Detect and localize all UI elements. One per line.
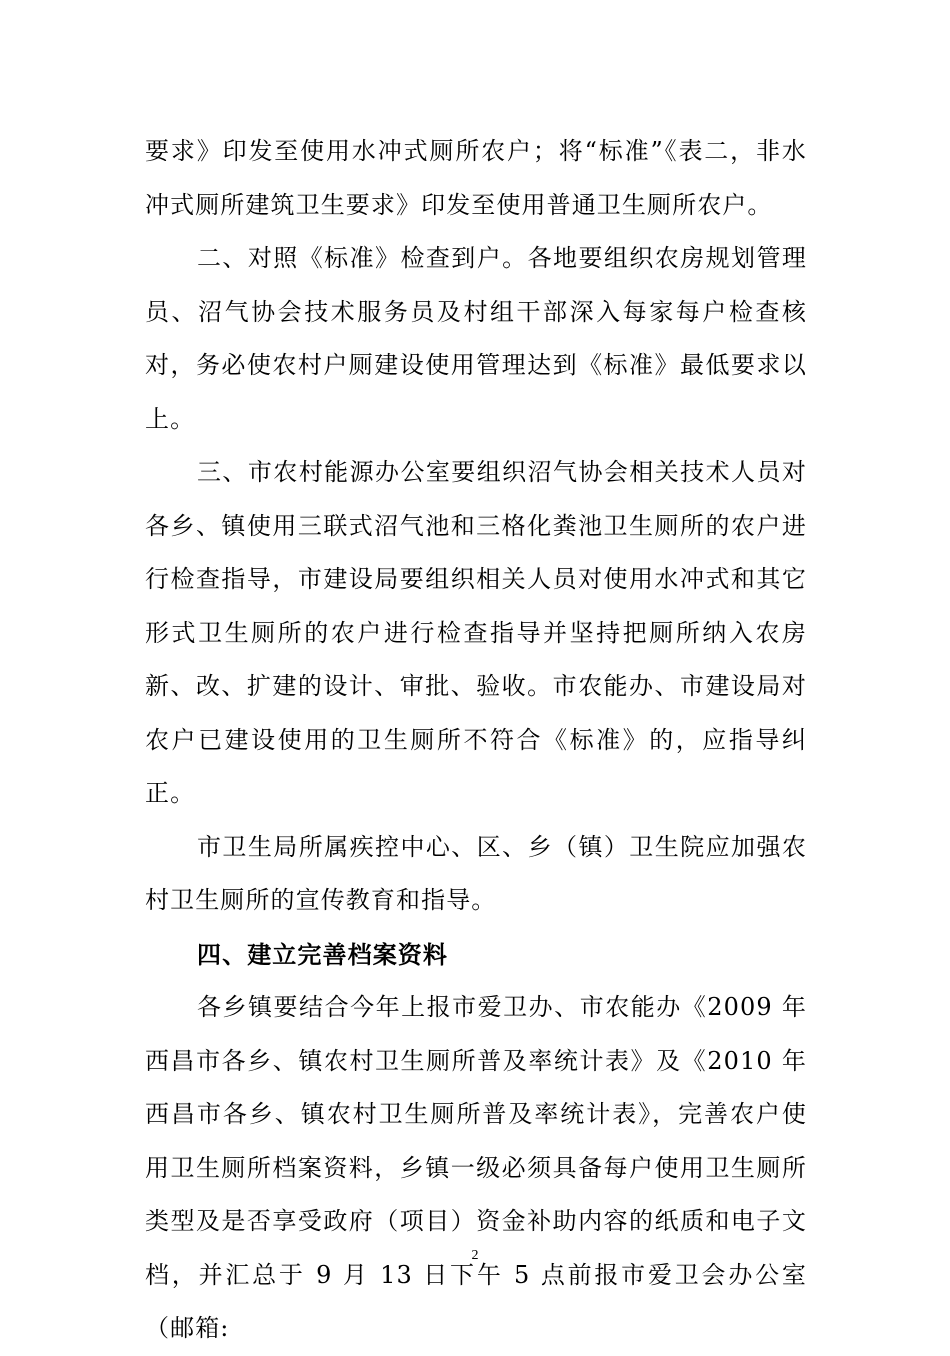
paragraph-continuation: 要求》印发至使用水冲式厕所农户；将“标准”《表二，非水冲式厕所建筑卫生要求》印发至使用普通卫生厕所农户。 xyxy=(145,137,807,219)
paragraph-section-two: 二、对照《标准》检查到户。各地要组织农房规划管理员、沼气协会技术服务员及村组干部深入每家每户检查核对，务必使农村户厕建设使用管理达到《标准》最低要求以上。 xyxy=(145,244,807,433)
document-body xyxy=(145,125,807,1356)
paragraph-section-four: 各乡镇要结合今年上报市爱卫办、市农能办《2009 年西昌市各乡、镇农村卫生厕所普及率统计表》及《2010 年西昌市各乡、镇农村卫生厕所普及率统计表》，完善农户使用卫生厕所档案资料，乡镇一级必须具备每户使用卫生厕所类型及是否享受政府（项目）资金补助内容的纸质和电子文档，并汇总于 9 月 13 日下午 5 点前报市爱卫会办公室（邮箱: xyxy=(145,993,807,1342)
section-heading-four: 四、建立完善档案资料 xyxy=(197,939,448,969)
paragraph-section-three: 三、市农村能源办公室要组织沼气协会相关技术人员对各乡、镇使用三联式沼气池和三格化粪池卫生厕所的农户进行检查指导，市建设局要组织相关人员对使用水冲式和其它形式卫生厕所的农户进行检查指导并坚持把厕所纳入农房新、改、扩建的设计、审批、验收。市农能办、市建设局对农户已建设使用的卫生厕所不符合《标准》的，应指导纠正。 xyxy=(145,458,807,807)
paragraph-health-bureau: 市卫生局所属疾控中心、区、乡（镇）卫生院应加强农村卫生厕所的宣传教育和指导。 xyxy=(145,832,807,914)
page-number: 2 xyxy=(471,1248,479,1263)
